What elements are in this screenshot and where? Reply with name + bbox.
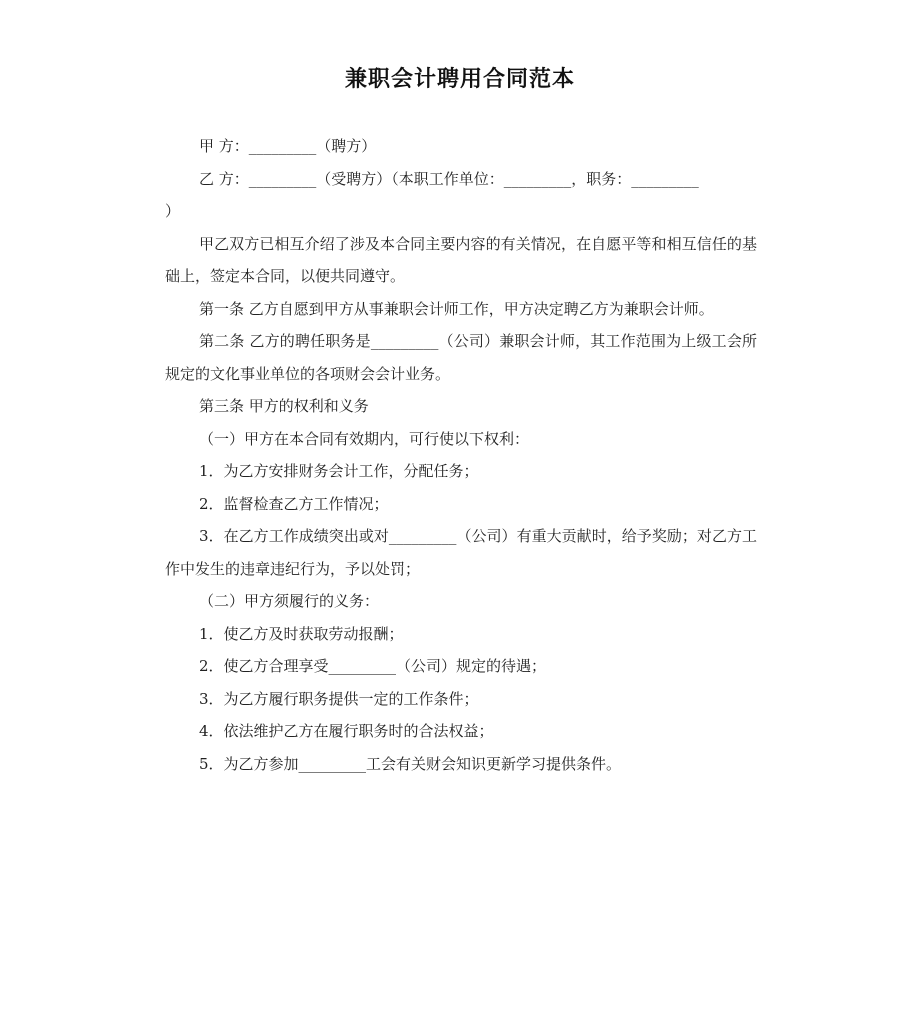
right-item-1: 1．为乙方安排财务会计工作，分配任务； — [199, 462, 479, 480]
article-2: 第二条 乙方的聘任职务是_________（公司）兼职会计师，其工作范围为上级工会所规定的文化事业单位的各项财会会计业务。 — [165, 332, 757, 383]
duty-item-3: 3．为乙方履行职务提供一定的工作条件； — [199, 689, 479, 708]
party-b-line: 乙 方：_________（受聘方）（本职工作单位：_________，职务：_________ — [199, 169, 699, 188]
document-title: 兼职会计聘用合同范本 — [344, 67, 575, 92]
party-b-close: ） — [165, 202, 181, 220]
intro-paragraph: 甲乙双方已相互介绍了涉及本合同主要内容的有关情况，在自愿平等和相互信任的基础上，签定本合同，以便共同遵守。 — [165, 234, 757, 285]
right-item-2: 2．监督检查乙方工作情况； — [199, 494, 389, 513]
document-body — [165, 130, 757, 780]
duty-item-5: 5．为乙方参加_________工会有关财会知识更新学习提供条件。 — [199, 754, 622, 773]
section-2-heading: （二）甲方须履行的义务： — [199, 592, 380, 610]
article-3-heading: 第三条 甲方的权利和义务 — [199, 397, 369, 415]
duty-item-2: 2．使乙方合理享受_________（公司）规定的待遇； — [199, 657, 547, 675]
duty-item-1: 1．使乙方及时获取劳动报酬； — [199, 624, 404, 643]
section-1-heading: （一）甲方在本合同有效期内，可行使以下权利： — [199, 429, 530, 448]
article-1: 第一条 乙方自愿到甲方从事兼职会计师工作，甲方决定聘乙方为兼职会计师。 — [199, 299, 714, 318]
right-item-3: 3．在乙方工作成绩突出或对_________（公司）有重大贡献时，给予奖励；对乙方工作中发生的违章违纪行为，予以处罚； — [165, 527, 757, 578]
party-a-line: 甲 方：_________（聘方） — [199, 137, 377, 155]
duty-item-4: 4．依法维护乙方在履行职务时的合法权益； — [199, 722, 494, 740]
